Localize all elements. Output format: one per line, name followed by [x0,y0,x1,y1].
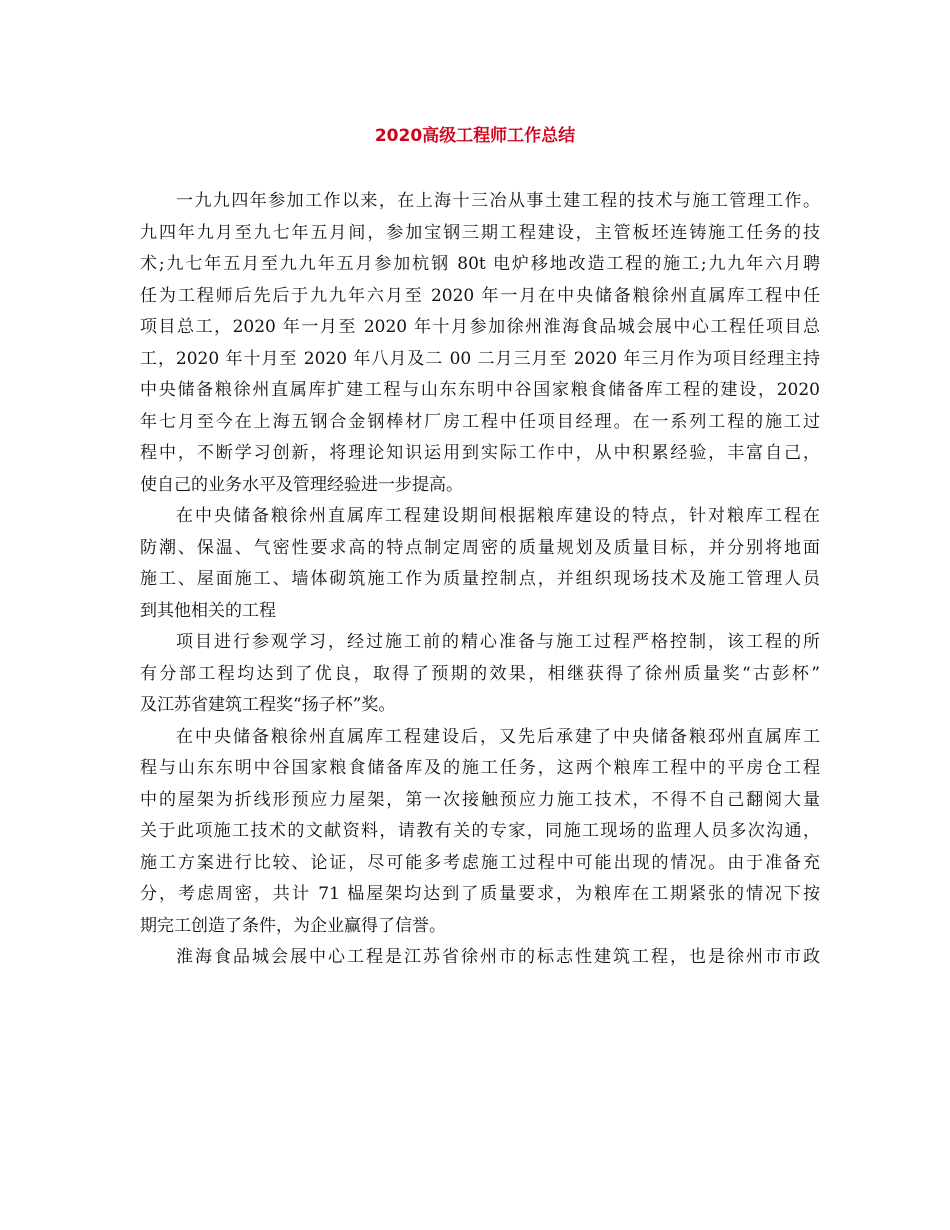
text-line: 一九九四年参加工作以来，在上海十三冶从事土建工程的技术与施工管理工作。 [176,191,820,211]
text-line: 到其他相关的工程 [140,600,276,621]
text-line: 任为工程师后先后于九九年六月至 2020 年一月在中央储备粮徐州直属库工程中任 [140,285,820,306]
text-line: 在中央储备粮徐州直属库工程建设后，又先后承建了中央储备粮邳州直属库工 [176,726,820,747]
text-line: 九四年九月至九七年五月间，参加宝钢三期工程建设，主管板坯连铸施工任务的技 [140,222,820,243]
text-line: 分，考虑周密，共计 71 榀屋架均达到了质量要求，为粮库在工期紧张的情况下按 [140,884,820,904]
document-body [140,186,820,974]
text-line: 防潮、保温、气密性要求高的特点制定周密的质量规划及质量目标，并分别将地面 [140,537,820,558]
text-line: 期完工创造了条件，为企业赢得了信誉。 [140,915,446,936]
text-line: 中的屋架为折线形预应力屋架，第一次接触预应力施工技术，不得不自己翻阅大量 [140,789,820,810]
text-line: 程中，不断学习创新，将理论知识运用到实际工作中，从中积累经验，丰富自己， [140,443,820,463]
text-line: 施工、屋面施工、墙体砌筑施工作为质量控制点，并组织现场技术及施工管理人员 [140,569,820,589]
text-line: 关于此项施工技术的文献资料，请教有关的专家，同施工现场的监理人员多次沟通， [140,821,820,841]
text-line: 施工方案进行比较、论证，尽可能多考虑施工过程中可能出现的情况。由于准备充 [140,852,820,873]
text-line: 淮海食品城会展中心工程是江苏省徐州市的标志性建筑工程，也是徐州市市政 [176,947,820,967]
text-line: 工，2020 年十月至 2020 年八月及二 00 二月三月至 2020 年三月作为项目经理主持 [140,348,820,369]
text-line: 及江苏省建筑工程奖“扬子杯”奖。 [140,695,396,715]
text-line: 中央储备粮徐州直属库扩建工程与山东东明中谷国家粮食储备库工程的建设，2020 [140,380,820,400]
text-line: 项目总工，2020 年一月至 2020 年十月参加徐州淮海食品城会展中心工程任项目总 [140,317,820,337]
text-line: 年七月至今在上海五钢合金钢棒材厂房工程中任项目经理。在一系列工程的施工过 [140,411,820,432]
text-line: 在中央储备粮徐州直属库工程建设期间根据粮库建设的特点，针对粮库工程在 [176,506,820,526]
text-line: 术;九七年五月至九九年五月参加杭钢 80t 电炉移地改造工程的施工;九九年六月聘 [140,254,820,274]
document-title: 2020高级工程师工作总结 [374,126,576,146]
text-line: 有分部工程均达到了优良，取得了预期的效果，相继获得了徐州质量奖“古彭杯” [140,663,820,684]
text-line: 程与山东东明中谷国家粮食储备库及的施工任务，这两个粮库工程中的平房仓工程 [140,758,820,778]
text-line: 项目进行参观学习，经过施工前的精心准备与施工过程严格控制，该工程的所 [176,632,820,652]
text-line: 使自己的业务水平及管理经验进一步提高。 [140,474,463,495]
